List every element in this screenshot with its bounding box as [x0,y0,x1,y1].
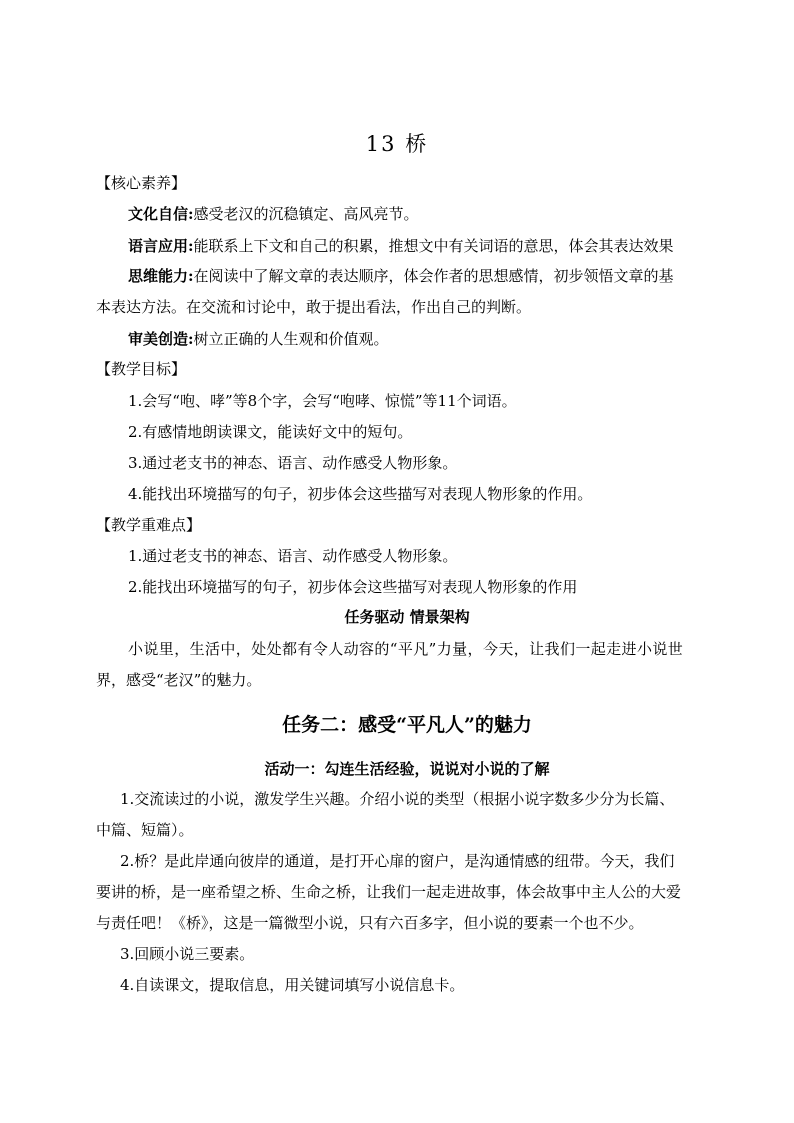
core-item-language [128,236,718,256]
task-drive-paragraph: 小说里，生活中，处处都有令人动容的“平凡”力量，今天，让我们一起走进小说世 [128,640,684,658]
activity-paragraph-2: 2.桥？是此岸通向彼岸的通道，是打开心扉的窗户，是沟通情感的纽带。今天，我们 [120,852,675,870]
core-item-thinking [128,266,718,286]
keypoint-item: 2.能找出环境描写的句子，初步体会这些描写对表现人物形象的作用 [128,578,578,596]
goal-item: 3.通过老支书的神态、语言、动作感受人物形象。 [128,454,458,472]
goal-item: 2.有感情地朗读课文，能读好文中的短句。 [128,423,413,441]
core-item-label: 文化自信: [128,205,194,223]
core-item-text: 能联系上下文和自己的积累，推想文中有关词语的意思，体会其表达效果 [193,237,674,255]
section-heading-goals: 【教学目标】 [96,360,187,378]
task-drive-paragraph-cont: 界，感受“老汉”的魅力。 [96,671,262,689]
core-item-text: 在阅读中了解文章的表达顺序，体会作者的思想感情，初步领悟文章的基 [193,267,674,285]
core-item-text: 树立正确的人生观和价值观。 [193,330,389,348]
activity-paragraph-1: 1.交流读过的小说，激发学生兴趣。介绍小说的类型（根据小说字数多少分为长篇、 [120,790,675,808]
core-item-text: 感受老汉的沉稳镇定、高风亮节。 [193,205,419,223]
task2-heading: 任务二：感受“平凡人”的魅力 [282,714,532,736]
goal-item: 1.会写“咆、哮”等8个字，会写“咆哮、惊慌”等11个词语。 [128,392,517,410]
core-item-label: 思维能力: [128,267,194,285]
goal-item: 4.能找出环境描写的句子，初步体会这些描写对表现人物形象的作用。 [128,485,593,503]
core-item-aesthetic [128,329,718,349]
section-heading-keypoints: 【教学重难点】 [96,516,202,534]
page-title: 13 桥 [365,132,429,156]
activity-heading: 活动一：勾连生活经验，说说对小说的了解 [264,760,550,778]
keypoint-item: 1.通过老支书的神态、语言、动作感受人物形象。 [128,547,458,565]
core-item-culture [128,204,718,224]
activity-paragraph-4: 4.自读课文，提取信息，用关键词填写小说信息卡。 [120,976,465,994]
activity-paragraph-3: 3.回顾小说三要素。 [120,945,255,963]
core-item-label: 语言应用: [128,237,194,255]
core-item-thinking-cont: 本表达方法。在交流和讨论中，敢于提出看法，作出自己的判断。 [96,298,532,316]
activity-paragraph-2-cont: 要讲的桥，是一座希望之桥、生命之桥，让我们一起走进故事，体会故事中主人公的大爱 [96,883,682,901]
task-drive-heading: 任务驱动 情景架构 [344,608,470,626]
core-item-label: 审美创造: [128,330,194,348]
activity-paragraph-2-cont2: 与责任吧！《桥》，这是一篇微型小说，只有六百多字，但小说的要素一个也不少。 [96,914,644,932]
section-heading-core: 【核心素养】 [96,174,187,192]
activity-paragraph-1-cont: 中篇、短篇）。 [96,821,194,839]
